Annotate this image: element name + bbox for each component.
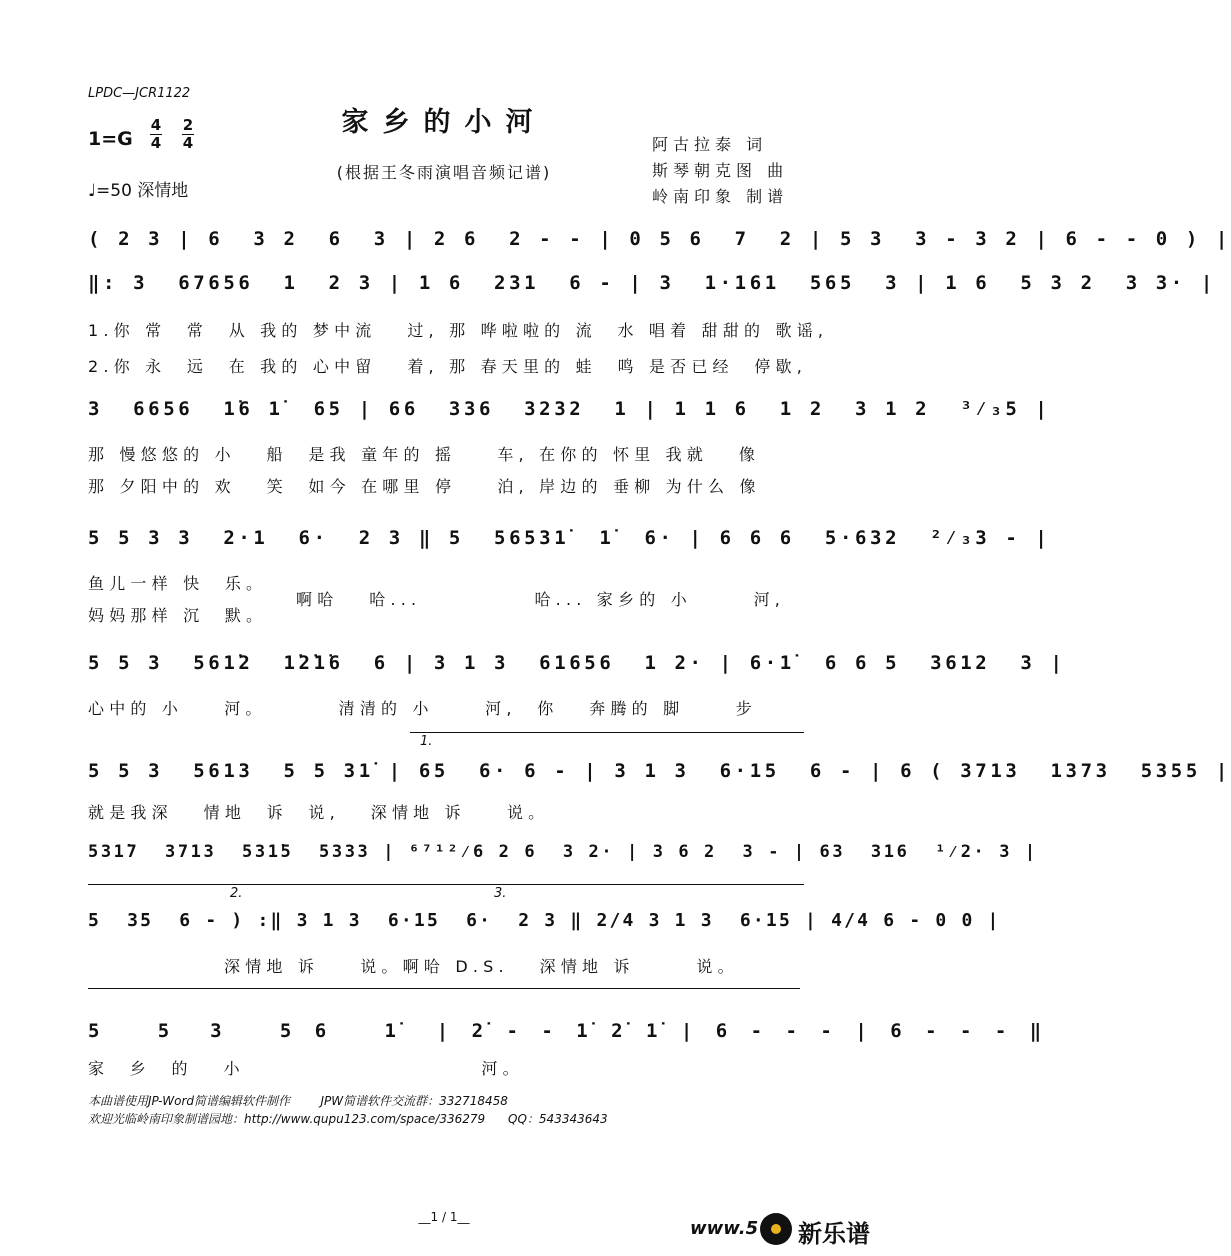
lyric-line: 心中的 小 河。 清清的 小 河, 你 奔腾的 脚 步	[88, 699, 757, 718]
lyric-line: 就是我深 情地 诉 说, 深情地 诉 说。	[88, 803, 550, 822]
score-row-1	[88, 272, 1216, 302]
tempo-marking: ♩=50 深情地	[88, 181, 189, 201]
lyric-line: 深情地 诉 说。啊哈 D.S. 深情地 诉 说。	[224, 957, 739, 976]
system-divider	[88, 988, 800, 989]
time-signature-4-4: 4 4	[150, 116, 162, 152]
system-divider	[88, 884, 804, 885]
lyric-line: 妈妈那样 沉 默。	[88, 606, 268, 625]
notation-line: 531̇7 3713 531̇5 5333 | ⁶⁷¹²⁄6 2 6 3 2· | 3 6 2 3 - | 63 316 ¹⁄2· 3 |	[88, 842, 1038, 862]
watermark-url: www.5	[690, 1218, 759, 1239]
score-row-intro	[88, 228, 1231, 258]
score-row-5	[88, 760, 1231, 790]
score-row-3	[88, 527, 1051, 557]
score-row-6	[88, 842, 1038, 872]
footer-software-note: 本曲谱使用JP-Word简谱编辑软件制作 JPW简谱软件交流群：332718458	[88, 1094, 508, 1108]
lyric-line: 2.你 永 远 在 我的 心中留 着, 那 春天里的 蛙 鸣 是否已经 停歇,	[88, 357, 807, 376]
lyric-line: 那 慢悠悠的 小 船 是我 童年的 摇 车, 在你的 怀里 我就 像	[88, 445, 761, 464]
notation-line: 3 6656 1̇6 1̇ 65 | 66 336 3232 1 | 1 1 6 1 2 3 1 2 ³⁄₃5 |	[88, 398, 1051, 420]
notation-line: 5 5 3 3 2·1 6· 2 3 ‖ 5 56531̇ 1̇ 6· | 6 6 6 5·632 ²⁄₃3 - |	[88, 527, 1051, 549]
composer-credit: 斯琴朝克图 曲	[652, 161, 789, 180]
notation-line: 5 5 3 5 6 1̇ | 2̇ - - 1̇ 2̇ 1̇ | 6 - - - | 6 - - - ‖	[88, 1020, 1048, 1042]
record-logo-icon	[760, 1213, 792, 1245]
volta-label-3: 3.	[494, 886, 507, 901]
page-title: 家乡的小河	[341, 107, 547, 138]
volta-label-2: 2.	[230, 886, 243, 901]
lyric-line: 家 乡 的 小 河。	[88, 1059, 524, 1078]
notation-line: 5 5 3 561̇2 1̇2̇1̇6 6 | 3 1 3 61656 1 2· | 6·1̇ 6 6 5 3612 3 |	[88, 652, 1066, 674]
notation-line: 5 5 3 5613 5 5 31̇ | 65 6· 6 - | 3 1 3 6·15 6 - | 6 ( 3713 1373 5355 |	[88, 760, 1231, 782]
lyric-line: 1.你 常 常 从 我的 梦中流 过, 那 哗啦啦的 流 水 唱着 甜甜的 歌谣,	[88, 321, 829, 340]
key-signature: 1=G	[88, 128, 133, 150]
volta-bracket-1	[410, 732, 804, 733]
volta-label-1: 1.	[420, 734, 433, 749]
brand-logo-text: 新乐谱	[798, 1220, 870, 1248]
lyricist-credit: 阿古拉泰 词	[652, 135, 768, 154]
score-row-4	[88, 652, 1066, 682]
notation-line: 5 35 6 - ) :‖ 3 1 3 6·15 6· 2 3 ‖ 2/4 3 1 3 6·15 | 4/4 6 - 0 0 |	[88, 910, 1001, 931]
score-row-7	[88, 910, 1001, 940]
subtitle: (根据王冬雨演唱音频记谱)	[336, 163, 552, 182]
lyric-line: 鱼儿一样 快 乐。	[88, 574, 268, 593]
lyric-line: 那 夕阳中的 欢 笑 如今 在哪里 停 泊, 岸边的 垂柳 为什么 像	[88, 477, 761, 496]
notation-line: ( 2 3 | 6 3 2 6 3 | 2 6 2 - - | 0 5 6 7 2 | 5 3 3 - 3 2 | 6 - - 0 ) |	[88, 228, 1231, 250]
notation-line: ‖: 3 67656 1 2 3 | 1 6 231 6 - | 3 1·161 565 3 | 1 6 5 3 2 3 3· |	[88, 272, 1216, 294]
time-signature-2-4: 2 4	[182, 116, 194, 152]
page-number: __1 / 1__	[418, 1210, 470, 1224]
score-row-8	[88, 1020, 1048, 1050]
lyric-line: 啊哈 哈... 哈... 家乡的 小 河,	[296, 590, 786, 609]
arranger-credit: 岭南印象 制谱	[652, 187, 789, 206]
score-code: LPDC—JCR1122	[88, 86, 191, 101]
footer-website-note: 欢迎光临岭南印象制谱园地：http://www.qupu123.com/space/336279 QQ：543343643	[88, 1112, 608, 1126]
score-row-2	[88, 398, 1051, 428]
